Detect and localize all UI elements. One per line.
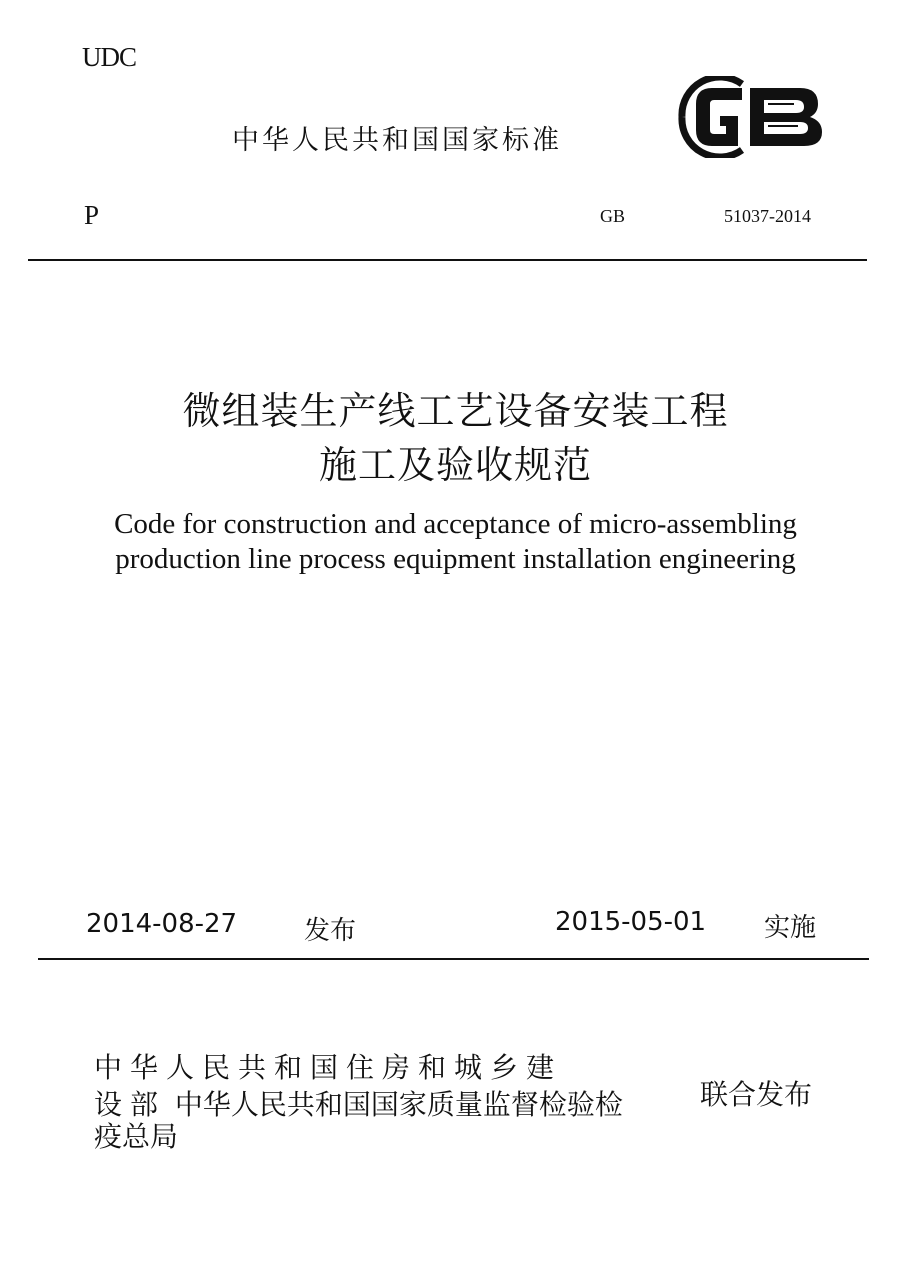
implementation-date: 2015-05-01 — [555, 907, 707, 937]
publisher-line-2-part-a: 设部 — [94, 1088, 167, 1121]
publisher-line-2-part-b: 中华人民共和国国家质量监督检验检 — [174, 1088, 623, 1121]
udc-label: UDC — [82, 42, 137, 72]
issue-date: 2014-08-27 — [86, 909, 238, 939]
title-chinese-line-1: 微组装生产线工艺设备安装工程 — [182, 391, 729, 433]
title-english-line-2: production line process equipment installation engineering — [115, 543, 796, 575]
standard-number: 51037-2014 — [724, 206, 811, 226]
classification-code: P — [84, 200, 100, 230]
publisher-line-3: 疫总局 — [94, 1120, 179, 1153]
bottom-divider — [38, 958, 869, 960]
publisher-line-1: 中华人民共和国住房和城乡建 — [94, 1051, 563, 1084]
issue-label: 发布 — [304, 916, 357, 946]
standard-type-title: 中华人民共和国国家标准 — [232, 125, 562, 156]
title-english-line-1: Code for construction and acceptance of micro-assembling — [114, 508, 797, 540]
publisher-line-2 — [94, 1083, 694, 1123]
gb-logo — [672, 76, 828, 158]
title-chinese-line-2: 施工及验收规范 — [318, 445, 592, 487]
standard-prefix: GB — [600, 206, 626, 226]
top-divider — [28, 259, 867, 261]
joint-publication-label: 联合发布 — [700, 1078, 813, 1111]
implementation-label: 实施 — [764, 913, 817, 943]
